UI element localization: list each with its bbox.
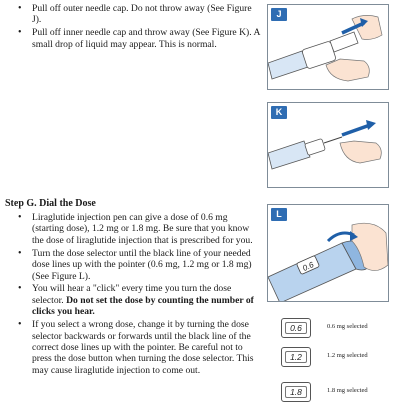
click-sound-text: You will hear a "click" every time you turn the dose selector. (32, 283, 232, 306)
figure-j-badge: J (271, 8, 287, 21)
dose-window-readout: 0.6 (301, 260, 316, 273)
instruction-outer-cap: • Pull off outer needle cap. Do not throw away (See Figure J). (8, 3, 260, 26)
figure-l-badge: L (271, 208, 287, 221)
instruction-turn-selector: • Turn the dose selector until the black line of your needed dose lines up with the pointer (0.6 mg, 1.2 mg or 1.8 mg) (See Figure L). (8, 248, 260, 282)
dose-display (281, 347, 311, 367)
dose-value: 0.6 (285, 322, 307, 334)
dose-value: 1.8 (285, 386, 307, 398)
dose-label: 0.6 mg selected (327, 323, 368, 330)
dose-option-1-8 (267, 382, 389, 404)
instruction-dose-options: • Liraglutide injection pen can give a dose of 0.6 mg (starting dose), 1.2 mg or 1.8 mg. Be sure that you know the dose of liraglutide injection that is prescribed for you. (8, 212, 260, 246)
figure-l (267, 204, 389, 302)
figure-k-badge: K (271, 106, 287, 119)
dose-value: 1.2 (285, 351, 307, 363)
dose-option-1-2 (267, 347, 389, 369)
instruction-click-sound (8, 283, 260, 317)
instruction-inner-cap: • Pull off inner needle cap and throw away (See Figure K). A small drop of liquid may appear. This is normal. (8, 27, 260, 50)
dose-label: 1.8 mg selected (327, 387, 368, 394)
click-warning-text: Do not set the dose by counting the number of clicks you hear. (32, 294, 254, 318)
step-g-instructions (8, 212, 260, 378)
dose-option-0-6 (267, 318, 389, 340)
dose-label: 1.2 mg selected (327, 352, 368, 359)
dose-display (281, 382, 311, 402)
step-g-heading: Step G. Dial the Dose (5, 198, 96, 209)
figure-j (267, 4, 389, 90)
dose-display (281, 318, 311, 338)
instruction-wrong-dose: • If you select a wrong dose, change it by turning the dose selector backwards or forwards until the black line of the correct dose lines up with the pointer. Be careful not to press the dose button when turning the dose selector. This may cause liraglutide injection to come out. (8, 319, 260, 376)
intro-instructions (8, 3, 260, 52)
figure-k (267, 102, 389, 188)
